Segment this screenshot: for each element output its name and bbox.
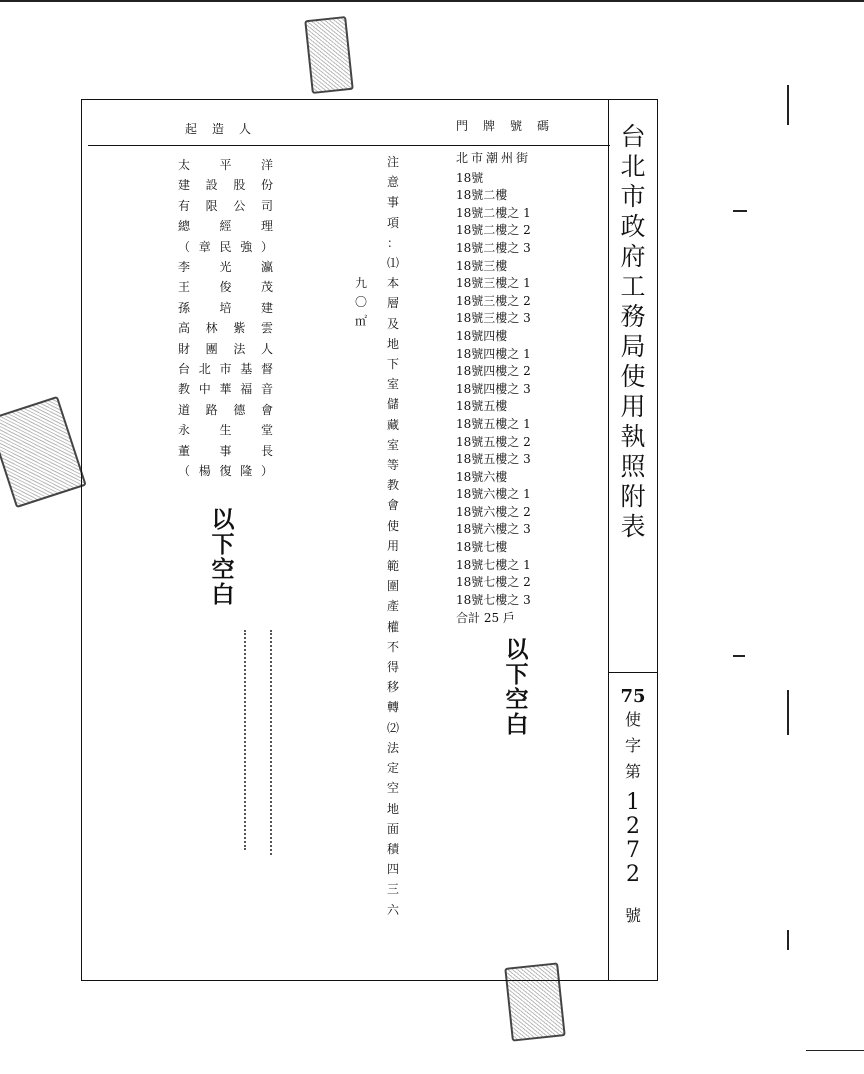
address-item: 18號六樓 (456, 469, 508, 484)
notes-char: 室 (386, 377, 399, 392)
notes-char: 〇 (354, 295, 367, 309)
builder-char: 團 (205, 341, 218, 356)
title-char: 照 (620, 452, 646, 481)
builder-char: 建 (260, 300, 273, 315)
notes-char: 意 (386, 175, 399, 190)
address-item: 18號七樓之 3 (456, 592, 531, 607)
builder-row (178, 155, 273, 175)
notes-char: 儲 (386, 397, 399, 412)
blank-mark-char: 空 (211, 557, 235, 583)
builder-char: （ (178, 464, 191, 479)
blank-mark-char: 下 (505, 662, 529, 688)
notes-char: ： (386, 235, 399, 250)
permit-char: 使 (624, 710, 641, 729)
notes-char: 事 (386, 195, 399, 210)
builder-char: 教 (178, 382, 191, 397)
address-item: 18號七樓之 2 (456, 575, 531, 590)
title-char: 北 (620, 152, 646, 181)
notes-char: 範 (386, 559, 399, 574)
builder-char: 基 (240, 362, 253, 377)
builder-row (178, 461, 273, 481)
builder-char: 林 (205, 321, 218, 336)
street-name: 北市潮州街 (456, 151, 532, 165)
notes-char: 得 (386, 660, 399, 675)
builder-char: 堂 (260, 423, 273, 438)
builder-char: 華 (219, 382, 232, 397)
title-char: 台 (620, 122, 646, 151)
permit-digit: 2 (626, 814, 640, 839)
blank-mark-address (502, 638, 532, 738)
builder-char: 復 (219, 464, 232, 479)
notes-char: 地 (386, 336, 399, 351)
builder-char: 高 (178, 321, 191, 336)
builder-char: 法 (233, 341, 246, 356)
notes-char: ⑴ (386, 256, 399, 271)
scan-right-mark (787, 690, 789, 735)
builder-char: 有 (178, 198, 191, 213)
title-char: 市 (620, 182, 646, 211)
seal-stamp (0, 396, 87, 508)
address-item: 18號二樓 (456, 188, 508, 203)
builder-char: 理 (260, 219, 273, 234)
title-char: 使 (620, 362, 646, 391)
builder-char: 道 (178, 402, 191, 417)
blank-mark-char: 下 (211, 532, 235, 558)
notes-char: 及 (386, 316, 399, 331)
header-address: 門牌號碼 (456, 119, 565, 133)
builder-row (178, 441, 273, 461)
title-char: 執 (620, 422, 646, 451)
builder-char: 財 (178, 341, 191, 356)
address-total: 合計 25 戶 (456, 611, 515, 626)
builder-char: 會 (260, 402, 273, 417)
builder-char: 生 (219, 423, 232, 438)
builder-char: 經 (219, 219, 232, 234)
notes-char: 九 (354, 276, 367, 290)
notes-column (384, 152, 402, 920)
address-item: 18號三樓 (456, 258, 508, 273)
address-item: 18號五樓之 2 (456, 434, 531, 449)
notes-char: 四 (386, 862, 399, 877)
address-item: 18號六樓之 2 (456, 504, 531, 519)
builder-row (178, 379, 273, 399)
builder-char: 民 (219, 239, 232, 254)
permit-year: 75 (620, 686, 646, 707)
builder-char: 王 (178, 280, 191, 295)
scan-right-mark (787, 85, 789, 125)
builder-row (178, 175, 273, 195)
builder-char: 楊 (198, 464, 211, 479)
builder-char: 長 (260, 443, 273, 458)
title-char: 務 (620, 302, 646, 331)
notes-char: ⑵ (386, 720, 399, 735)
permit-suffix: 號 (624, 906, 641, 925)
address-item: 18號四樓之 2 (456, 364, 531, 379)
builder-char: （ (178, 239, 191, 254)
header-builder: 起造人 (185, 122, 267, 136)
notes-char: 積 (386, 841, 399, 856)
address-list (456, 150, 531, 628)
title-char: 表 (620, 512, 646, 541)
form-title (616, 122, 650, 542)
scan-bottom-mark (806, 1050, 864, 1051)
builder-char: 雲 (260, 321, 273, 336)
notes-char: 等 (386, 458, 399, 473)
builder-char: 事 (219, 443, 232, 458)
builder-char: 洋 (260, 158, 273, 172)
address-item: 18號 (456, 170, 484, 185)
blank-mark-builder (208, 508, 238, 608)
title-rule (608, 672, 658, 673)
scan-top-edge (0, 0, 864, 2)
address-item: 18號六樓之 1 (456, 487, 531, 502)
attachment-form (81, 99, 658, 981)
address-item: 18號二樓之 2 (456, 223, 531, 238)
builder-char: 份 (260, 178, 273, 193)
builder-char: 永 (178, 423, 191, 438)
builder-char: 孫 (178, 300, 191, 315)
title-char: 局 (620, 332, 646, 361)
notes-char: 藏 (386, 417, 399, 432)
builder-list (178, 155, 273, 482)
address-item: 18號二樓之 1 (456, 205, 531, 220)
address-item: 18號四樓之 1 (456, 346, 531, 361)
address-item: 18號五樓之 3 (456, 452, 531, 467)
notes-char: 法 (386, 740, 399, 755)
address-item: 18號七樓之 1 (456, 557, 531, 572)
notes-char: 地 (386, 801, 399, 816)
builder-char: 北 (198, 362, 211, 377)
address-item: 18號七樓 (456, 540, 508, 555)
builder-char: 督 (260, 362, 273, 377)
permit-char: 第 (624, 762, 641, 781)
builder-char: 紫 (233, 321, 246, 336)
builder-char: 德 (233, 402, 246, 417)
notes-char: 項 (386, 215, 399, 230)
builder-char: 路 (205, 402, 218, 417)
notes-char: 注 (386, 155, 399, 169)
builder-char: 公 (233, 198, 246, 213)
builder-char: 福 (240, 382, 253, 397)
builder-char: 董 (178, 443, 191, 458)
address-item: 18號四樓之 3 (456, 381, 531, 396)
builder-row (178, 318, 273, 338)
builder-char: 章 (198, 239, 211, 254)
builder-char: 股 (233, 178, 246, 193)
builder-row (178, 339, 273, 359)
header-rule (88, 145, 610, 146)
notes-char: 圍 (386, 579, 399, 594)
notes-char: 下 (386, 357, 399, 372)
builder-char: 平 (219, 158, 232, 172)
address-item: 18號五樓之 1 (456, 416, 531, 431)
builder-row (178, 420, 273, 440)
address-item: 18號五樓 (456, 399, 508, 414)
title-divider (608, 99, 609, 981)
builder-row (178, 196, 273, 216)
builder-char: 中 (198, 382, 211, 397)
title-char: 工 (620, 272, 646, 301)
builder-char: 太 (178, 158, 191, 172)
builder-char: 總 (178, 219, 191, 234)
title-char: 附 (620, 482, 646, 511)
builder-char: 李 (178, 260, 191, 275)
address-item: 18號三樓之 3 (456, 311, 531, 326)
notes-char: 面 (386, 821, 399, 836)
builder-char: 培 (219, 300, 232, 315)
notes-char: 產 (386, 599, 399, 614)
notes-char: 權 (386, 619, 399, 634)
permit-char: 字 (624, 736, 641, 755)
notes-char: 轉 (386, 700, 399, 715)
builder-char: 司 (260, 198, 273, 213)
builder-char: 台 (178, 362, 191, 377)
permit-digit: 1 (626, 790, 640, 815)
builder-char: 光 (219, 260, 232, 275)
seal-stamp (304, 16, 354, 94)
notes-char: 不 (386, 639, 399, 654)
notes-char: 空 (386, 781, 399, 796)
builder-row (178, 277, 273, 297)
notes-char: 室 (386, 437, 399, 452)
scan-right-mark (733, 210, 747, 212)
address-item: 18號四樓 (456, 328, 508, 343)
notes-char: 會 (386, 498, 399, 513)
builder-char: 強 (240, 239, 253, 254)
notes-char: 定 (386, 761, 399, 776)
notes-char: 六 (386, 902, 399, 917)
scan-right-mark (787, 930, 789, 950)
blank-mark-char: 以 (505, 637, 529, 663)
builder-row (178, 216, 273, 236)
builder-char: 瀛 (260, 260, 273, 275)
builder-row (178, 298, 273, 318)
notes-char: 層 (386, 296, 399, 311)
title-char: 府 (620, 242, 646, 271)
scan-right-mark (733, 655, 745, 657)
blank-mark-char: 空 (505, 687, 529, 713)
handwritten-smudge (270, 630, 272, 855)
address-item: 18號三樓之 2 (456, 293, 531, 308)
permit-digit: 2 (626, 862, 640, 887)
blank-mark-char: 以 (211, 507, 235, 533)
notes-char: 教 (386, 478, 399, 493)
notes-char: 本 (386, 276, 399, 291)
builder-char: 設 (205, 178, 218, 193)
builder-char: 隆 (240, 464, 253, 479)
permit-digit: 7 (626, 838, 640, 863)
notes-char: 用 (386, 538, 399, 553)
builder-row (178, 237, 273, 257)
blank-mark-char: 白 (505, 712, 529, 738)
builder-char: ） (260, 239, 273, 254)
notes-char: 移 (386, 680, 399, 695)
title-char: 政 (620, 212, 646, 241)
builder-char: 人 (260, 341, 273, 356)
builder-char: 茂 (260, 280, 273, 295)
builder-char: 音 (260, 382, 273, 397)
builder-row (178, 257, 273, 277)
builder-char: 俊 (219, 280, 232, 295)
builder-row (178, 359, 273, 379)
address-item: 18號六樓之 3 (456, 522, 531, 537)
builder-char: 市 (219, 362, 232, 377)
permit-number (616, 686, 650, 929)
builder-char: ） (260, 464, 273, 479)
builder-char: 建 (178, 178, 191, 193)
handwritten-smudge (244, 630, 246, 850)
blank-mark-char: 白 (211, 582, 235, 608)
address-item: 18號三樓之 1 (456, 276, 531, 291)
notes-char: 使 (386, 518, 399, 533)
address-item: 18號二樓之 3 (456, 240, 531, 255)
builder-char: 限 (205, 198, 218, 213)
notes-char: ㎡ (354, 314, 367, 328)
title-char: 用 (620, 392, 646, 421)
builder-row (178, 400, 273, 420)
notes-continuation (352, 274, 370, 331)
notes-char: 三 (386, 882, 399, 897)
